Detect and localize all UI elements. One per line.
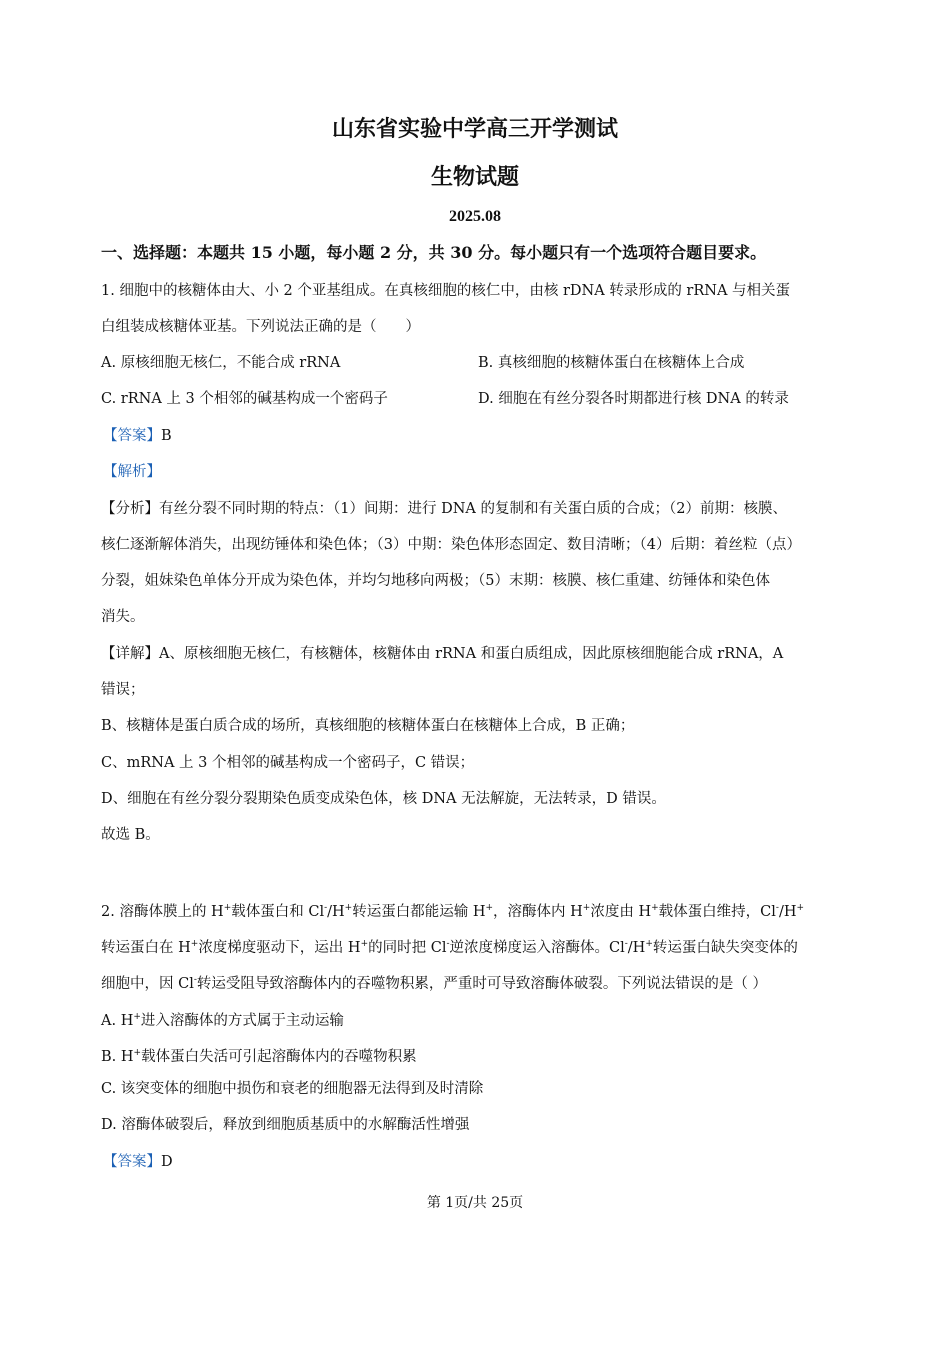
answer-tag: 【答案】 <box>103 1154 161 1170</box>
page-footer: 第 1页/共 25页 <box>426 1195 524 1211</box>
q1-fenxi-line1: 【分析】有丝分裂不同时期的特点：（1）间期：进行 DNA 的复制和有关蛋白质的合成；（2）前期：核膜、 <box>101 501 787 517</box>
q1-fenxi-line4: 消失。 <box>101 609 145 625</box>
q2-option-c: C. 该突变体的细胞中损伤和衰老的细胞器无法得到及时清除 <box>101 1081 484 1097</box>
q2-stem-line3: 细胞中，因 Cl-转运受阻导致溶酶体内的吞噬物积累，严重时可导致溶酶体破裂。下列说法错误的是（ ） <box>101 975 767 992</box>
q2-answer <box>103 1152 173 1172</box>
q1-detail-line3: B、核糖体是蛋白质合成的场所，真核细胞的核糖体蛋白在核糖体上合成，B 正确； <box>101 718 635 734</box>
q1-detail-line1: 【详解】A、原核细胞无核仁，有核糖体，核糖体由 rRNA 和蛋白质组成，因此原核细胞能合成 rRNA，A <box>101 646 784 662</box>
answer-tag: 【答案】 <box>103 428 161 444</box>
q1-detail-line4: C、mRNA 上 3 个相邻的碱基构成一个密码子，C 错误； <box>101 755 475 771</box>
q1-option-d: D. 细胞在有丝分裂各时期都进行核 DNA 的转录 <box>478 391 789 407</box>
q1-answer <box>103 426 172 446</box>
q2-option-a: A. H+进入溶酶体的方式属于主动运输 <box>101 1012 344 1029</box>
q1-option-a: A. 原核细胞无核仁，不能合成 rRNA <box>101 355 341 371</box>
q2-option-b: B. H+载体蛋白失活可引起溶酶体内的吞噬物积累 <box>101 1048 417 1065</box>
q2-stem-line2: 转运蛋白在 H+浓度梯度驱动下，运出 H+的同时把 Cl-逆浓度梯度运入溶酶体。Cl-/H+转运蛋白缺失突变体的 <box>101 939 798 956</box>
q1-stem-line1: 1. 细胞中的核糖体由大、小 2 个亚基组成。在真核细胞的核仁中，由核 rDNA 转录形成的 rRNA 与相关蛋 <box>101 283 791 299</box>
q2-option-d: D. 溶酶体破裂后，释放到细胞质基质中的水解酶活性增强 <box>101 1117 470 1133</box>
exam-subject: 生物试题 <box>430 165 519 190</box>
q2-stem-line1: 2. 溶酶体膜上的 H+载体蛋白和 Cl-/H+转运蛋白都能运输 H+，溶酶体内 H+浓度由 H+载体蛋白维持，Cl-/H+ <box>101 903 805 920</box>
answer-value: B <box>161 428 172 444</box>
q1-option-c: C. rRNA 上 3 个相邻的碱基构成一个密码子 <box>101 391 388 407</box>
q1-fenxi-line3: 分裂，姐妹染色单体分开成为染色体，并均匀地移向两极；（5）末期：核膜、核仁重建、纺锤体和染色体 <box>101 573 770 589</box>
q1-fenxi-line2: 核仁逐渐解体消失，出现纺锤体和染色体；（3）中期：染色体形态固定、数目清晰；（4）后期：着丝粒（点） <box>101 537 801 553</box>
q1-option-b: B. 真核细胞的核糖体蛋白在核糖体上合成 <box>478 355 745 371</box>
section-heading: 一、选择题：本题共 15 小题，每小题 2 分，共 30 分。每小题只有一个选项符合题目要求。 <box>101 243 767 262</box>
q1-analysis-tag: 【解析】 <box>103 464 161 480</box>
q1-detail-line5: D、细胞在有丝分裂分裂期染色质变成染色体，核 DNA 无法解旋，无法转录，D 错误。 <box>101 791 666 807</box>
q1-detail-line2: 错误； <box>101 682 145 698</box>
exam-title: 山东省实验中学高三开学测试 <box>331 117 618 142</box>
q1-stem-line2: 白组装成核糖体亚基。下列说法正确的是（ ） <box>101 319 420 335</box>
q1-detail-line6: 故选 B。 <box>101 827 160 843</box>
answer-value: D <box>161 1154 173 1170</box>
exam-date: 2025.08 <box>449 208 501 225</box>
